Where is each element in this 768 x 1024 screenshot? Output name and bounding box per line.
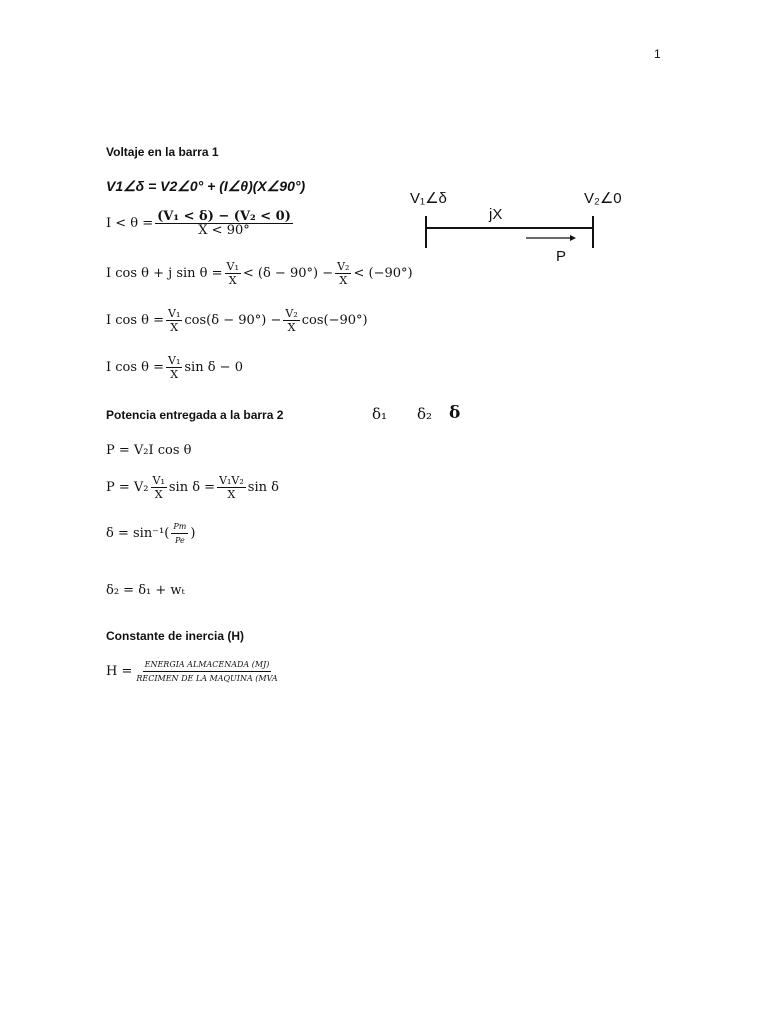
delta-1: δ₁ bbox=[372, 405, 388, 423]
eq4-end: cos(−90°) bbox=[301, 313, 368, 328]
eq4-frac2-den: X bbox=[287, 321, 296, 334]
equation-inertia bbox=[106, 658, 282, 685]
eq8-lhs: δ = sin⁻¹( bbox=[106, 526, 170, 541]
eq8-frac-num: Pm bbox=[171, 520, 188, 534]
eq4-frac1 bbox=[166, 307, 182, 334]
eq10-frac bbox=[134, 658, 279, 685]
heading-potencia: Potencia entregada a la barra 2 bbox=[106, 408, 284, 422]
eq4-frac1-num: V₁ bbox=[168, 307, 181, 320]
eq5-lhs: I cos θ = bbox=[106, 360, 165, 375]
eq10-frac-den: RECIMEN DE LA MAQUINA (MVA bbox=[136, 674, 278, 683]
equation-delta-arcsin bbox=[106, 520, 195, 547]
eq4-frac1-den: X bbox=[170, 321, 179, 334]
eq3-lhs: I cos θ + j sin θ = bbox=[106, 266, 223, 281]
eq7-frac1-den: X bbox=[154, 488, 163, 501]
eq3-frac1 bbox=[225, 260, 241, 287]
eq2-numerator: (V₁ < δ) − (V₂ < 0) bbox=[157, 209, 291, 224]
eq5-frac-num: V₁ bbox=[168, 354, 181, 367]
eq2-denominator: X < 90° bbox=[198, 223, 250, 238]
equation-power-sin bbox=[106, 474, 279, 501]
equation-current-components bbox=[106, 260, 413, 287]
heading-inercia: Constante de inercia (H) bbox=[106, 629, 245, 643]
eq7-lhs: P = V₂ bbox=[106, 480, 149, 495]
transmission-line-diagram bbox=[420, 212, 600, 252]
eq10-lhs: H = bbox=[106, 664, 133, 679]
diagram-jx-label: jX bbox=[489, 206, 503, 223]
eq7-frac2 bbox=[217, 474, 246, 501]
eq7-frac1 bbox=[151, 474, 167, 501]
eq5-frac bbox=[166, 354, 182, 381]
eq3-end: < (−90°) bbox=[353, 266, 413, 281]
diagram-p-label: P bbox=[556, 248, 567, 265]
equation-delta-sum: δ₂ = δ₁ + wₜ bbox=[106, 583, 185, 598]
eq2-lhs: I < θ = bbox=[106, 216, 154, 231]
eq8-frac-den: Pe bbox=[174, 536, 185, 545]
eq8-end: ) bbox=[190, 526, 196, 541]
diagram-v2-label: V₂∠0 bbox=[584, 190, 622, 207]
diagram-v1-label: V₁∠δ bbox=[410, 190, 447, 207]
eq3-mid: < (δ − 90°) − bbox=[242, 266, 334, 281]
eq5-frac-den: X bbox=[170, 368, 179, 381]
eq4-lhs: I cos θ = bbox=[106, 313, 165, 328]
eq7-frac2-den: X bbox=[227, 488, 236, 501]
eq3-frac2-num: V₂ bbox=[337, 260, 350, 273]
power-flow-arrowhead bbox=[570, 235, 576, 241]
equation-voltage-sum: V1∠δ = V2∠0° + (I∠θ)(X∠90°) bbox=[106, 178, 306, 194]
eq7-frac1-num: V₁ bbox=[152, 474, 165, 487]
eq8-frac bbox=[171, 520, 188, 547]
eq3-frac2 bbox=[335, 260, 351, 287]
delta-2: δ₂ bbox=[417, 405, 433, 423]
page-number: 1 bbox=[654, 47, 661, 61]
equation-cos-sin bbox=[106, 354, 243, 381]
equation-current bbox=[106, 210, 295, 237]
eq3-frac2-den: X bbox=[339, 274, 348, 287]
eq10-frac-num: ENERGIA ALMACENADA (MJ) bbox=[143, 658, 272, 672]
eq5-end: sin δ − 0 bbox=[184, 360, 243, 375]
eq7-frac2-num: V₁V₂ bbox=[219, 474, 244, 487]
equation-cos-expansion bbox=[106, 307, 368, 334]
delta-symbol: δ bbox=[449, 403, 461, 423]
eq2-fraction bbox=[155, 210, 293, 237]
eq7-mid: sin δ = bbox=[168, 480, 216, 495]
eq4-frac2 bbox=[283, 307, 299, 334]
eq7-end: sin δ bbox=[247, 480, 279, 495]
equation-power: P = V₂I cos θ bbox=[106, 443, 192, 458]
eq4-mid: cos(δ − 90°) − bbox=[184, 313, 282, 328]
eq3-frac1-num: V₁ bbox=[226, 260, 239, 273]
heading-voltaje: Voltaje en la barra 1 bbox=[106, 145, 219, 159]
eq4-frac2-num: V₂ bbox=[285, 307, 298, 320]
eq3-frac1-den: X bbox=[228, 274, 237, 287]
